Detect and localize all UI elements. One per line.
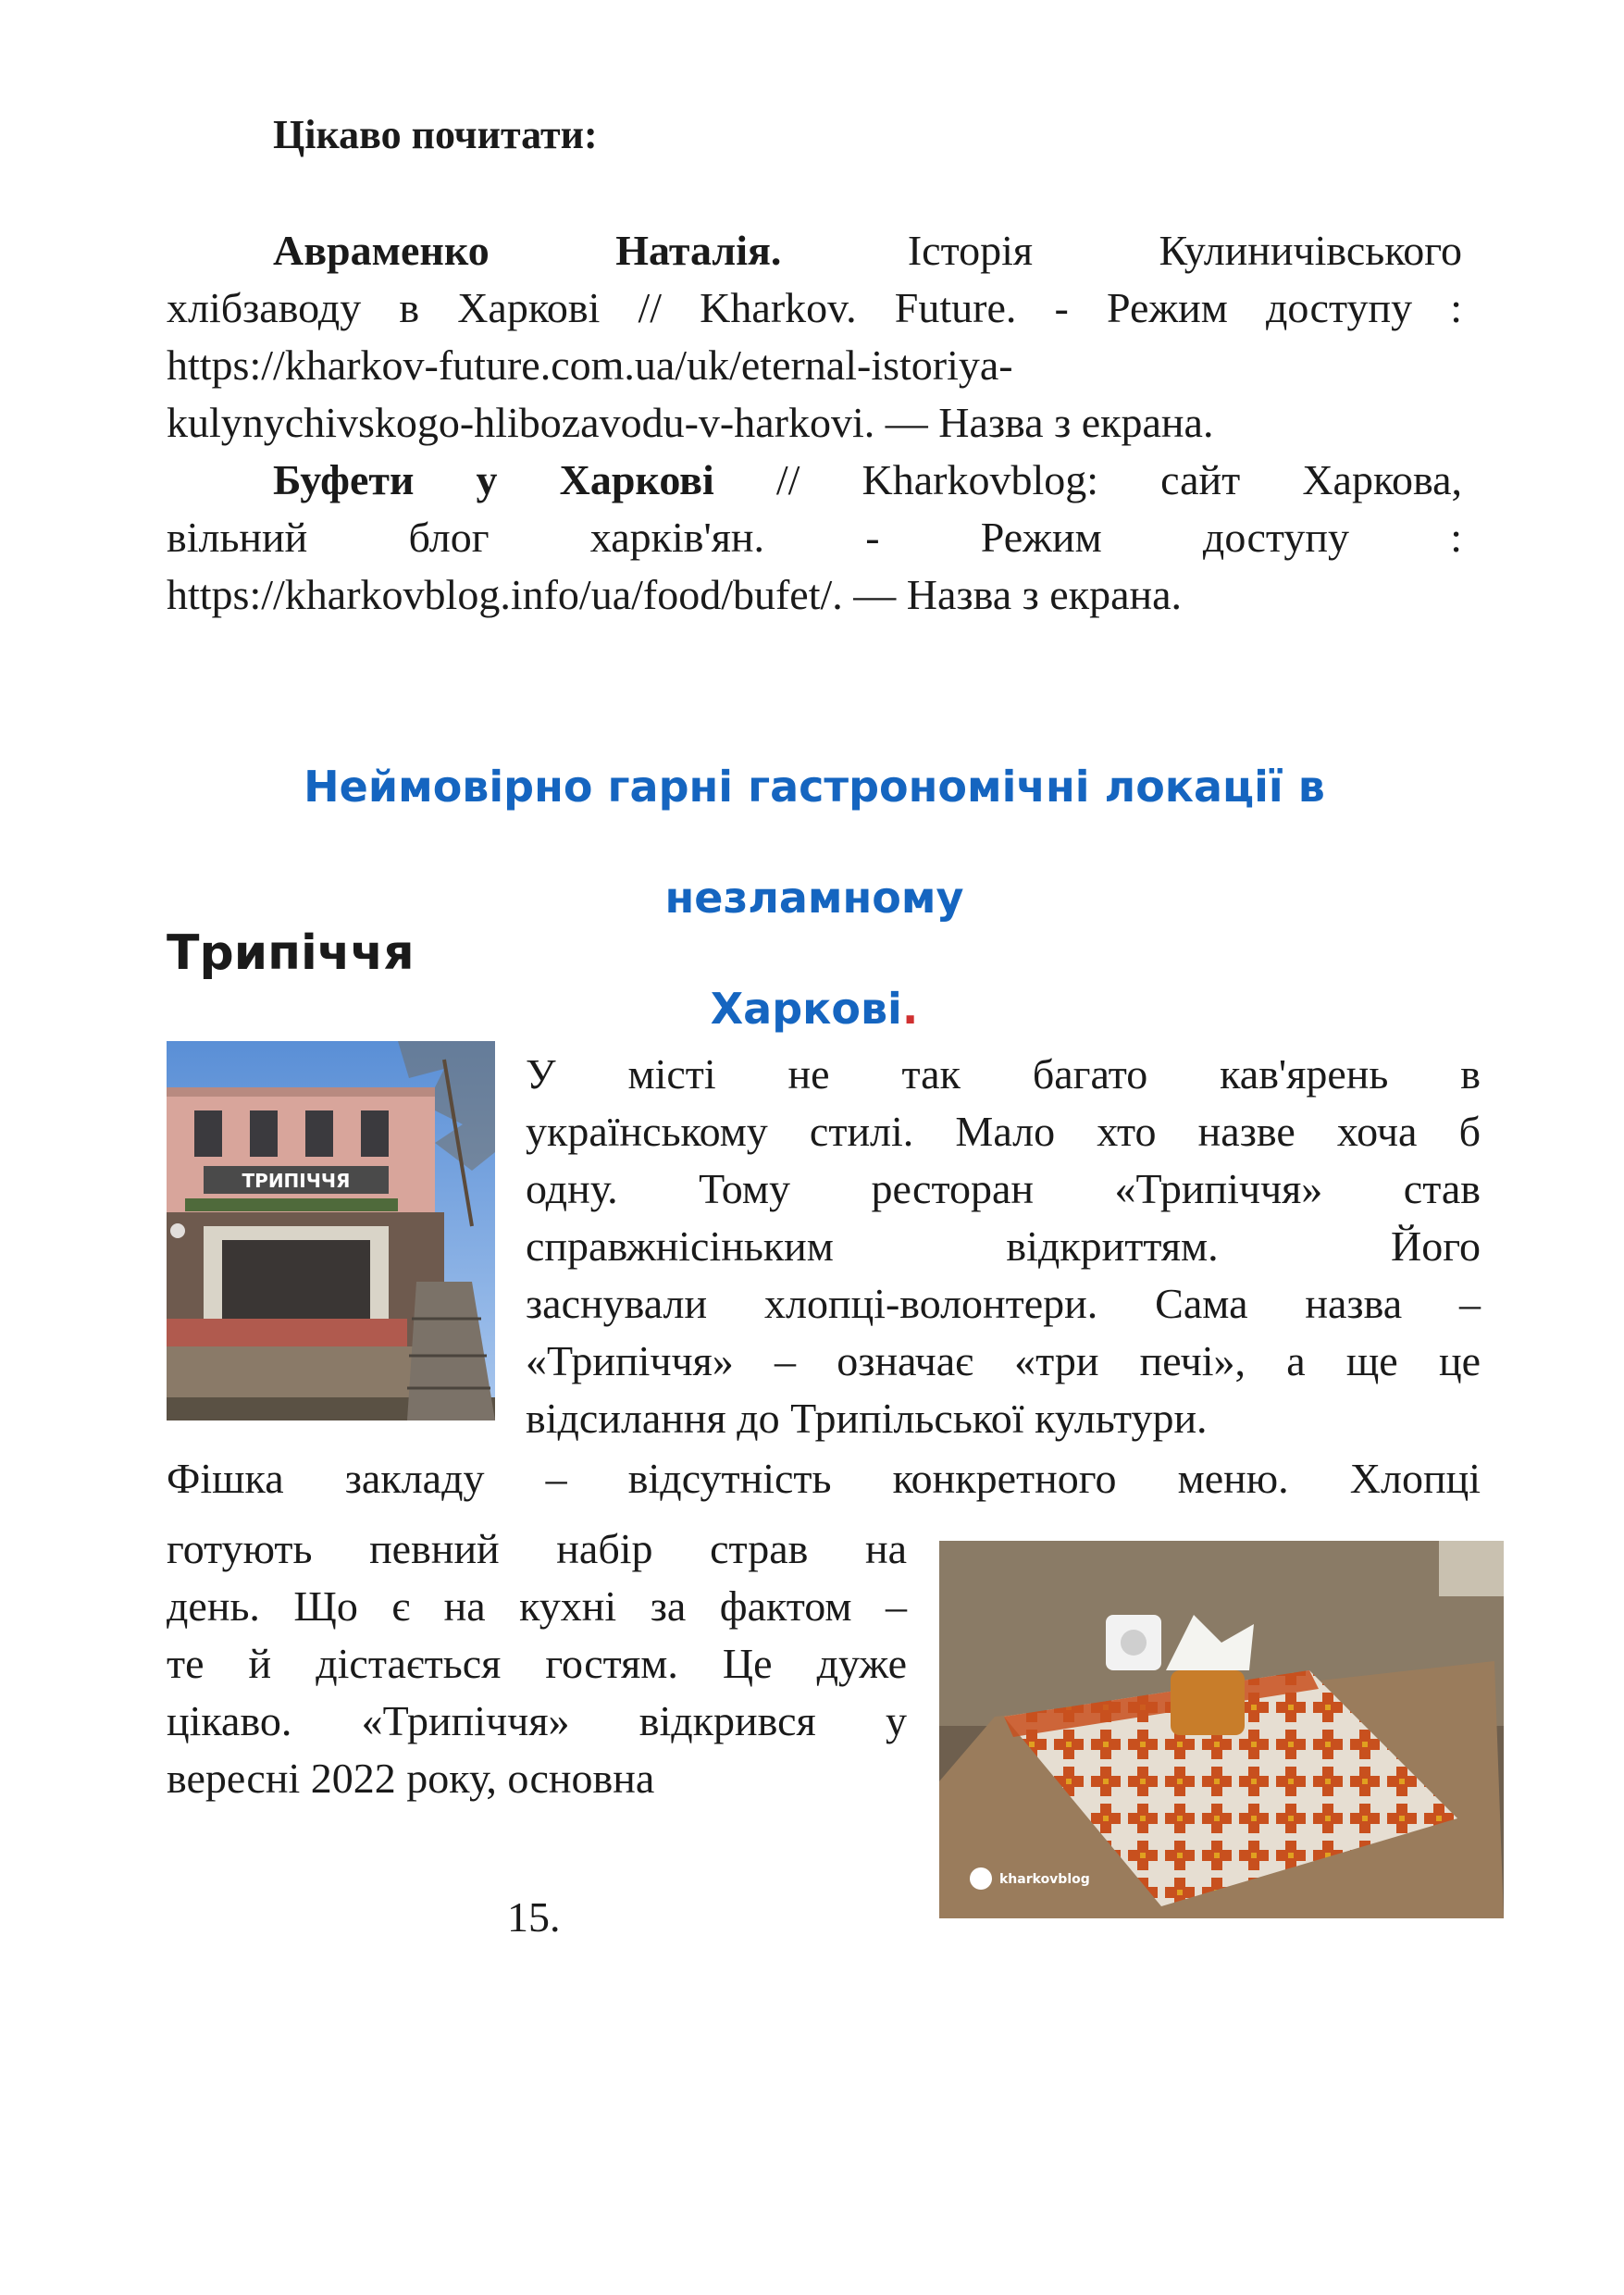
reference-text: хлібзаводу в Харкові // Kharkov. Future. - Режим доступу : xyxy=(167,284,1462,331)
paragraph-line: У місті не так багато кав'ярень в xyxy=(526,1050,1481,1098)
paragraph-line: вересні 2022 року, основна xyxy=(167,1755,655,1802)
reference-author: Буфети у Харкові xyxy=(273,456,714,503)
section-title-line-2: Харкові xyxy=(710,984,902,1034)
reference-1 xyxy=(167,222,1462,452)
place-description-full xyxy=(167,1450,1481,1507)
photo-logo-text: kharkovblog xyxy=(999,1872,1090,1887)
reading-heading: Цікаво почитати: xyxy=(273,112,598,157)
paragraph-line: готують певний набір страв на xyxy=(167,1525,907,1572)
paragraph-line: заснували хлопці-волонтери. Сама назва – xyxy=(526,1280,1481,1327)
paragraph-line: українському стилі. Мало хто назве хоча б xyxy=(526,1108,1481,1155)
page-number: 15. xyxy=(507,1893,561,1941)
facade-sign-text: ТРИПІЧЧЯ xyxy=(242,1170,351,1192)
section-title-dot: . xyxy=(901,984,919,1034)
place-description-left xyxy=(167,1520,907,1807)
paragraph-line: те й дістається гостям. Це дуже xyxy=(167,1640,907,1687)
reference-author: Авраменко Наталія. xyxy=(273,227,782,274)
section-title xyxy=(148,731,1481,1064)
reference-link[interactable]: https://kharkov-future.com.ua/uk/eternal-istoriya- xyxy=(167,341,1013,389)
paragraph-line: день. Що є на кухні за фактом – xyxy=(167,1582,907,1630)
paragraph-line: цікаво. «Трипіччя» відкрився у xyxy=(167,1697,907,1744)
place-description-right xyxy=(526,1046,1481,1447)
section-title-line-1: Неймовірно гарні гастрономічні локації в незламному xyxy=(304,762,1325,923)
paragraph-line: справжнісіньким відкриттям. Його xyxy=(526,1222,1481,1270)
reference-text: Історія Кулиничівського xyxy=(907,227,1462,274)
restaurant-facade-photo xyxy=(167,1041,495,1420)
reference-text: // Kharkovblog: сайт Харкова, xyxy=(775,456,1462,503)
paragraph-line: відсилання до Трипільської культури. xyxy=(526,1395,1208,1442)
place-name: Трипіччя xyxy=(167,925,415,981)
reference-text: kulynychivskogo-hlibozavodu-v-harkovi. — Назва з екрана. xyxy=(167,399,1214,446)
reference-link[interactable]: https://kharkovblog.info/ua/food/bufet/. — Назва з екрана. xyxy=(167,571,1183,618)
paragraph-line: «Трипіччя» – означає «три печі», а ще це xyxy=(526,1337,1481,1384)
paragraph-line: Фішка закладу – відсутність конкретного меню. Хлопці xyxy=(167,1455,1481,1502)
reference-text: вільний блог харків'ян. - Режим доступу : xyxy=(167,514,1462,561)
reference-2 xyxy=(167,452,1462,624)
paragraph-line: одну. Тому ресторан «Трипіччя» став xyxy=(526,1165,1481,1212)
table-interior-photo xyxy=(939,1541,1504,1918)
